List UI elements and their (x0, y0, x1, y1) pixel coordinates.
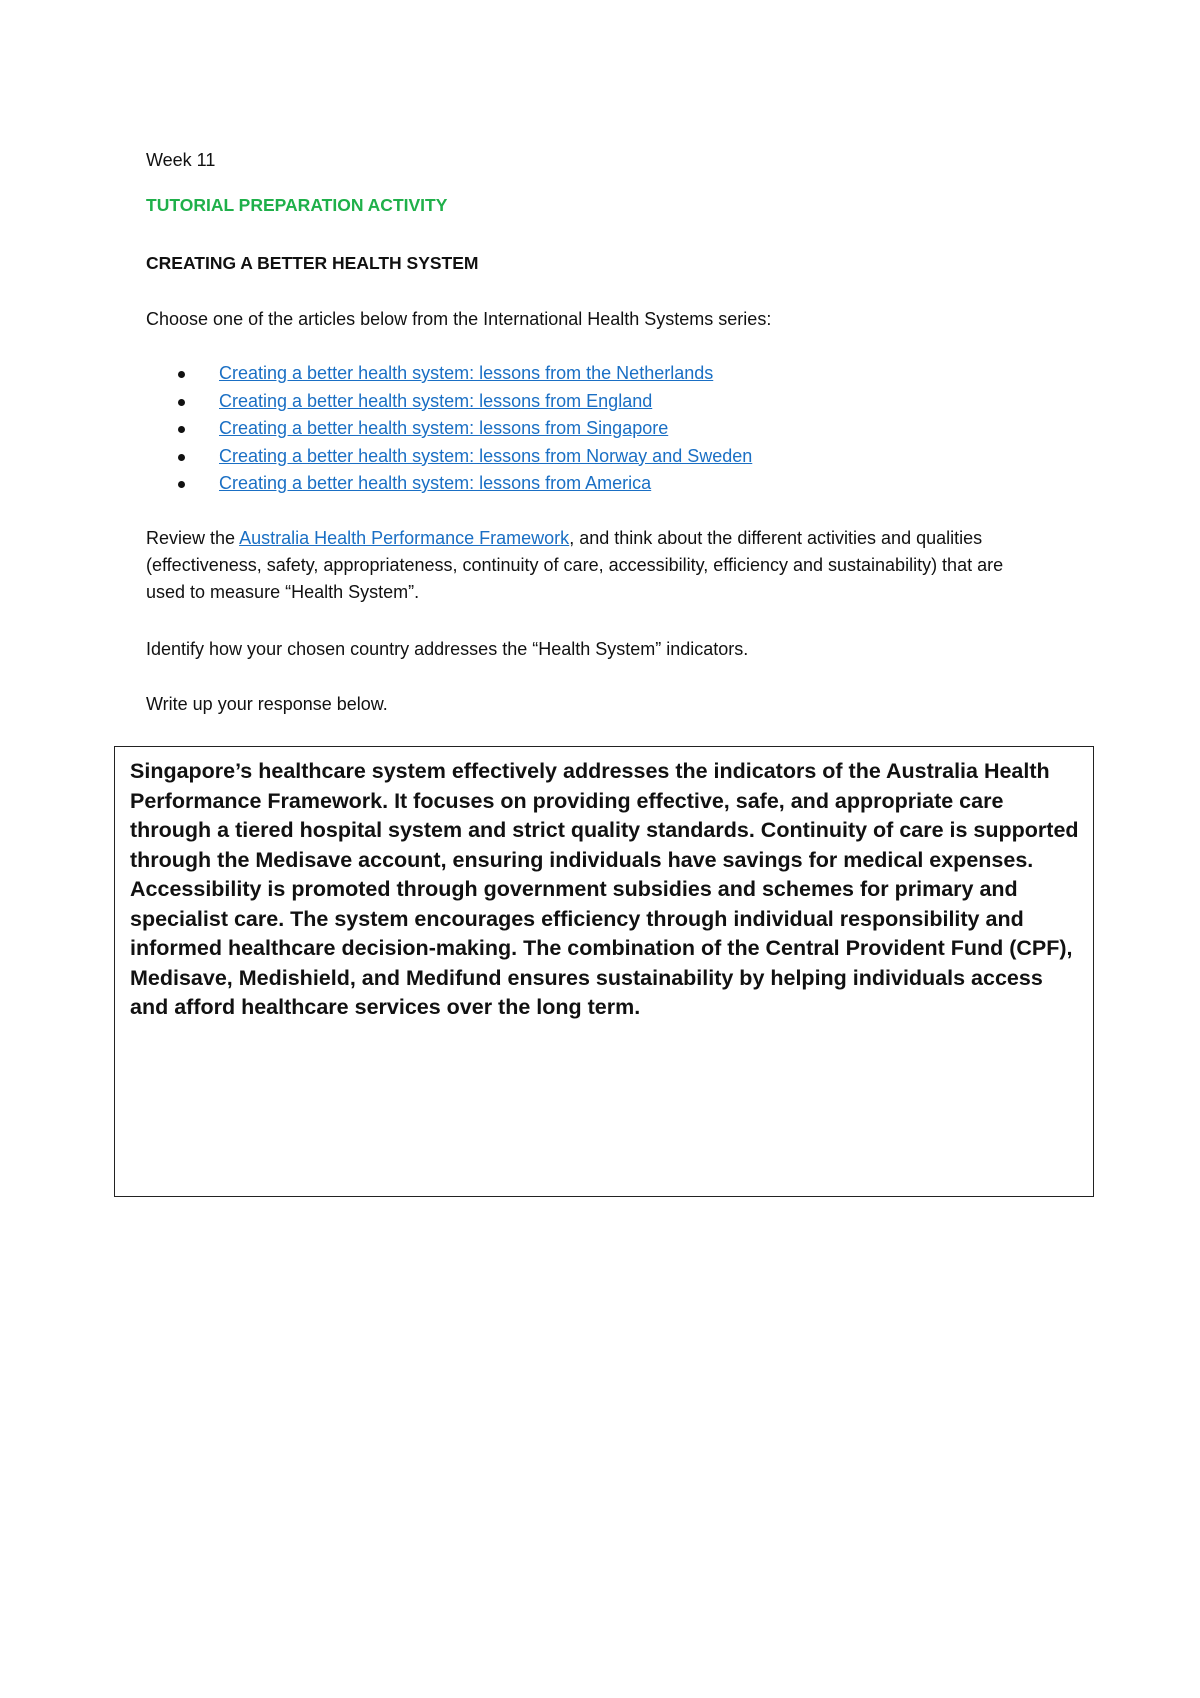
review-text-before: Review the (146, 528, 240, 548)
article-link-america[interactable]: Creating a better health system: lessons from America (219, 473, 652, 493)
activity-title: TUTORIAL PREPARATION ACTIVITY (146, 195, 448, 215)
article-link-netherlands[interactable]: Creating a better health system: lessons from the Netherlands (219, 363, 714, 383)
article-link-norway-sweden[interactable]: Creating a better health system: lessons from Norway and Sweden (219, 445, 753, 466)
bullet-icon (178, 426, 185, 433)
article-link-singapore[interactable]: Creating a better health system: lessons from Singapore (219, 418, 669, 438)
intro-text: Choose one of the articles below from the International Health Systems series: (146, 309, 772, 329)
review-text-after: , and think about the different activities and qualities (effectiveness, safety, appropriateness, continuity of care, accessibility, efficiency and sustainability) that are used to measure “Health System”. (146, 528, 1004, 602)
bullet-icon (178, 481, 185, 488)
bullet-icon (178, 399, 185, 406)
response-text: Singapore’s healthcare system effectively addresses the indicators of the Australia Health Performance Framework. It focuses on providing effective, safe, and appropriate care through a tiered hospital system and strict quality standards. Continuity of care is supported through the Medisave account, ensuring individuals have savings for medical expenses. Accessibility is promoted through government subsidies and schemes for primary and specialist care. The system encourages efficiency through individual responsibility and informed healthcare decision-making. The combination of the Central Provident Fund (CPF), Medisave, Medishield, and Medifund ensures sustainability by helping individuals access and afford healthcare services over the long term. (130, 759, 1079, 1019)
week-label: Week 11 (146, 150, 216, 170)
article-link-england[interactable]: Creating a better health system: lessons from England (219, 390, 653, 411)
review-paragraph (146, 525, 1046, 606)
section-title: CREATING A BETTER HEALTH SYSTEM (146, 253, 479, 273)
framework-link[interactable]: Australia Health Performance Framework (239, 528, 570, 548)
write-prompt: Write up your response below. (146, 694, 388, 714)
identify-instruction: Identify how your chosen country addresses the “Health System” indicators. (146, 639, 749, 659)
bullet-icon (178, 371, 185, 378)
bullet-icon (178, 454, 185, 461)
response-box[interactable] (114, 746, 1094, 1197)
